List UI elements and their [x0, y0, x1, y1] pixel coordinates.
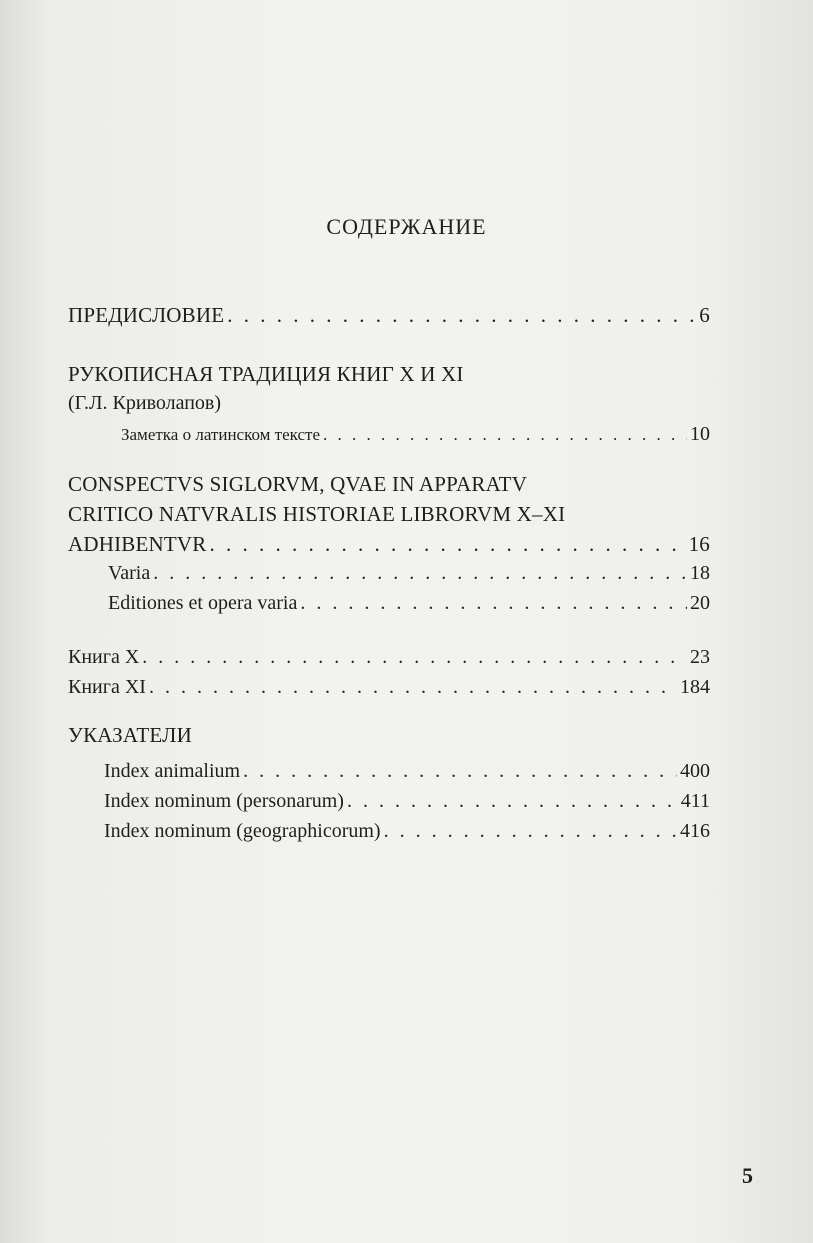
toc-entry-page: 416: [680, 820, 710, 842]
toc-entry-page: 16: [688, 532, 710, 556]
toc-entry-label: ADHIBENTVR: [68, 532, 207, 556]
toc-entry-label: Заметка о латинском тексте: [121, 425, 321, 444]
toc-entry-index-geographicorum: [104, 820, 710, 843]
toc-entry-page: 184: [680, 676, 710, 698]
toc-entry-page: 411: [680, 790, 710, 812]
toc-entry-label: Index nominum (geographicorum): [104, 820, 381, 842]
toc-entry-label: ПРЕДИСЛОВИЕ: [68, 303, 225, 327]
toc-section-indexes-title: УКАЗАТЕЛИ: [68, 723, 192, 747]
toc-entry-editiones: [108, 592, 710, 615]
leader-dots: [243, 760, 677, 783]
toc-entry-page: 400: [680, 760, 710, 782]
toc-entry-page: 23: [690, 646, 710, 668]
leader-dots: [323, 425, 687, 445]
toc-entry-label: Varia: [108, 562, 151, 584]
toc-entry-conspectus: [68, 532, 710, 557]
toc-section-manuscript-author: (Г.Л. Криволапов): [68, 392, 222, 414]
toc-entry-label: Index animalium: [104, 760, 241, 782]
toc-entry-page: 10: [690, 423, 710, 445]
leader-dots: [384, 820, 677, 843]
toc-entry-label: Книга XI: [68, 676, 146, 698]
leader-dots: [300, 592, 687, 615]
leader-dots: [142, 646, 687, 669]
page-number: 5: [742, 1163, 753, 1188]
toc-entry-book-11: [68, 676, 710, 699]
leader-dots: [149, 676, 677, 699]
toc-entry-page: 18: [690, 562, 710, 584]
toc-entry-page: 20: [690, 592, 710, 614]
toc-entry-preface: [68, 303, 710, 328]
toc-entry-book-10: [68, 646, 710, 669]
toc-entry-latin-note: [121, 423, 710, 446]
toc-entry-label: Editiones et opera varia: [108, 592, 298, 614]
toc-conspectus-line-2: CRITICO NATVRALIS HISTORIAE LIBRORVM X–XI: [68, 502, 566, 526]
toc-conspectus-line-1: CONSPECTVS SIGLORVM, QVAE IN APPARATV: [68, 472, 528, 496]
toc-entry-label: Index nominum (personarum): [104, 790, 344, 812]
leader-dots: [347, 790, 678, 813]
leader-dots: [210, 532, 686, 557]
toc-heading: СОДЕРЖАНИЕ: [326, 214, 487, 239]
toc-entry-label: Книга X: [68, 646, 140, 668]
leader-dots: [227, 303, 696, 328]
toc-entry-page: 6: [699, 303, 710, 327]
toc-section-manuscript-title: РУКОПИСНАЯ ТРАДИЦИЯ КНИГ X И XI: [68, 362, 464, 386]
toc-entry-varia: [108, 562, 710, 585]
toc-entry-index-personarum: [104, 790, 710, 813]
toc-entry-index-animalium: [104, 760, 710, 783]
leader-dots: [153, 562, 687, 585]
